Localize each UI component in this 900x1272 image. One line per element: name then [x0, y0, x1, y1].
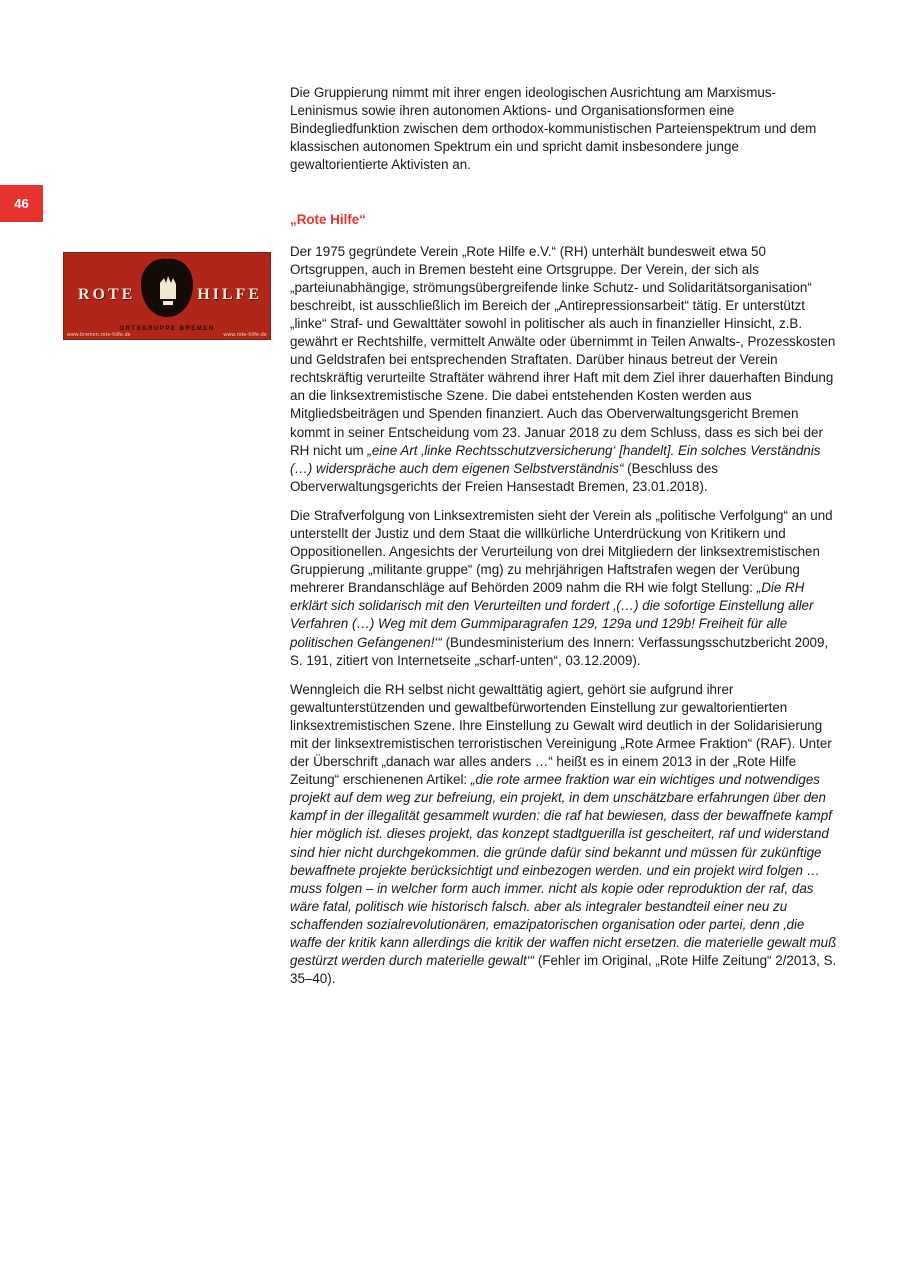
page-number: 46 [14, 196, 29, 211]
text-segment: (Beschluss des Oberverwaltungsgerichts der Freien Hansestadt Bremen, 23.01.2018). [290, 460, 718, 494]
logo-word-hilfe: HILFE [197, 286, 262, 303]
text-segment: Der 1975 gegründete Verein „Rote Hilfe e.V.“ (RH) unterhält bundesweit etwa 50 Ortsgruppen, auch in Bremen besteht eine Ortsgruppe. Der Verein, der sich als „parteiunabhängige, strömungsübergreifende linke Schutz- und Solidaritätsorganisation“ beschreibt, ist ausschließlich im Bereich der „Antirepressionsarbeit“ tätig. Er unterstützt „linke“ Straf- und Gewalttäter sowohl in politischer als auch in finanzieller Hinsicht, z.B. gewährt er Rechtshilfe, vermittelt Anwälte oder übernimmt in Teilen Anwalts-, Prozesskosten und Geldstrafen bei entsprechenden Straftaten. Darüber hinaus betreut der Verein rechtskräftig verurteilte Straftäter während ihrer Haft mit dem Ziel ihrer dauerhaften Bindung an die linksextremistische Szene. Die dabei entstehenden Kosten werden aus Mitgliedsbeiträgen und Spenden finanziert. Auch das Oberverwaltungsgericht Bremen kommt in seiner Entscheidung vom 23. Januar 2018 zu dem Schluss, dass es sich bei der RH nicht um [290, 243, 836, 458]
paragraph-gewalt [290, 681, 839, 989]
text-segment: Die Strafverfolgung von Linksextremisten sieht der Verein als „politische Verfolgung“ an und unterstellt der Justiz und dem Staat die willkürliche Unterdrückung von Kritikern und Oppositionellen. Angesichts der Verurteilung von drei Mitgliedern der linksextremistischen Gruppierung „militante gruppe“ (mg) zu mehrjährigen Haftstrafen wegen der Verübung mehrerer Brandanschläge auf Behörden 2009 nahm die RH wie folgt Stellung: [290, 507, 833, 596]
text-segment: (Bundesministerium des Innern: Verfassungsschutzbericht 2009, S. 191, zitiert von Internetseite „scharf-unten“, 03.12.2009). [290, 634, 829, 668]
text-segment: (Fehler im Original, „Rote Hilfe Zeitung“ 2/2013, S. 35–40). [290, 953, 837, 987]
paragraph-strafverfolgung [290, 507, 839, 670]
fist-emblem-icon [139, 257, 195, 319]
rote-hilfe-logo [63, 252, 271, 340]
logo-url-right: www.rote-hilfe.de [223, 332, 267, 338]
paragraph-verein [290, 243, 839, 496]
section-heading: „Rote Hilfe“ [290, 212, 366, 228]
main-text-column [290, 84, 839, 999]
quote-segment: „die rote armee fraktion war ein wichtiges und notwendiges projekt auf dem weg zur befreiung, ein projekt, in dem unschätzbare erfahrungen über den kampf in der illegalität gesammelt wurden: die raf hat bewiesen, dass der bewaffnete kampf hier möglich ist. dieses projekt, das konzept stadtguerilla ist gescheitert, raf und widerstand sind hier nicht durchgekommen. die gründe dafür sind bekannt und müssen für zukünftige bewaffnete projekte berücksichtigt und einbezogen werden. und ein projekt wird folgen … muss folgen – in welcher form auch immer. nicht als kopie oder reproduktion der raf, das wäre fatal, politisch wie historisch falsch. aber als integraler bestandteil einer neu zu schaffenden sozialrevolutionären, emazipatorischen organisation oder partei, denn ‚die waffe der kritik kann allerdings die kritik der waffen nicht ersetzen. die materielle gewalt muß gestürzt werden durch materielle gewalt‘“ [290, 772, 837, 969]
logo-word-rote: ROTE [78, 286, 136, 303]
quote-segment: „eine Art ‚linke Rechtsschutzversicherung‘ [handelt]. Ein solches Verständnis (…) widerspräche auch dem eigenen Selbstverständnis“ [290, 442, 821, 476]
logo-url-left: www.bremen.rote-hilfe.de [67, 332, 131, 338]
text-segment: Die Gruppierung nimmt mit ihrer engen ideologischen Ausrichtung am Marxismus-Leninismus sowie ihren autonomen Aktions- und Organisationsformen eine Bindegliedfunktion zwischen dem orthodox-kommunistischen Parteienspektrum und dem klassischen autonomen Spektrum ein und spricht damit insbesondere junge gewaltorientierte Aktivisten an. [290, 85, 817, 173]
page-number-tab [0, 185, 43, 222]
quote-segment: „Die RH erklärt sich solidarisch mit den Verurteilten und fordert ‚(…) die sofortige Einstellung aller Verfahren (…) Weg mit dem Gummiparagrafen 129, 129a und 129b! Freiheit für alle politischen Gefangenen!‘“ [290, 580, 814, 650]
intro-paragraph [290, 84, 839, 174]
logo-subtitle: ORTSGRUPPE BREMEN [119, 326, 215, 332]
text-segment: Wenngleich die RH selbst nicht gewalttätig agiert, gehört sie aufgrund ihrer gewaltunterstützenden und gewaltbefürwortenden Einstellung zur gewaltorientierten linksextremistischen Szene. Ihre Einstellung zu Gewalt wird deutlich in der Solidarisierung mit der linksextremistischen terroristischen Vereinigung „Rote Armee Fraktion“ (RAF). Unter der Überschrift „danach war alles anders …“ heißt es in einem 2013 in der „Rote Hilfe Zeitung“ erschienenen Artikel: [290, 681, 832, 788]
